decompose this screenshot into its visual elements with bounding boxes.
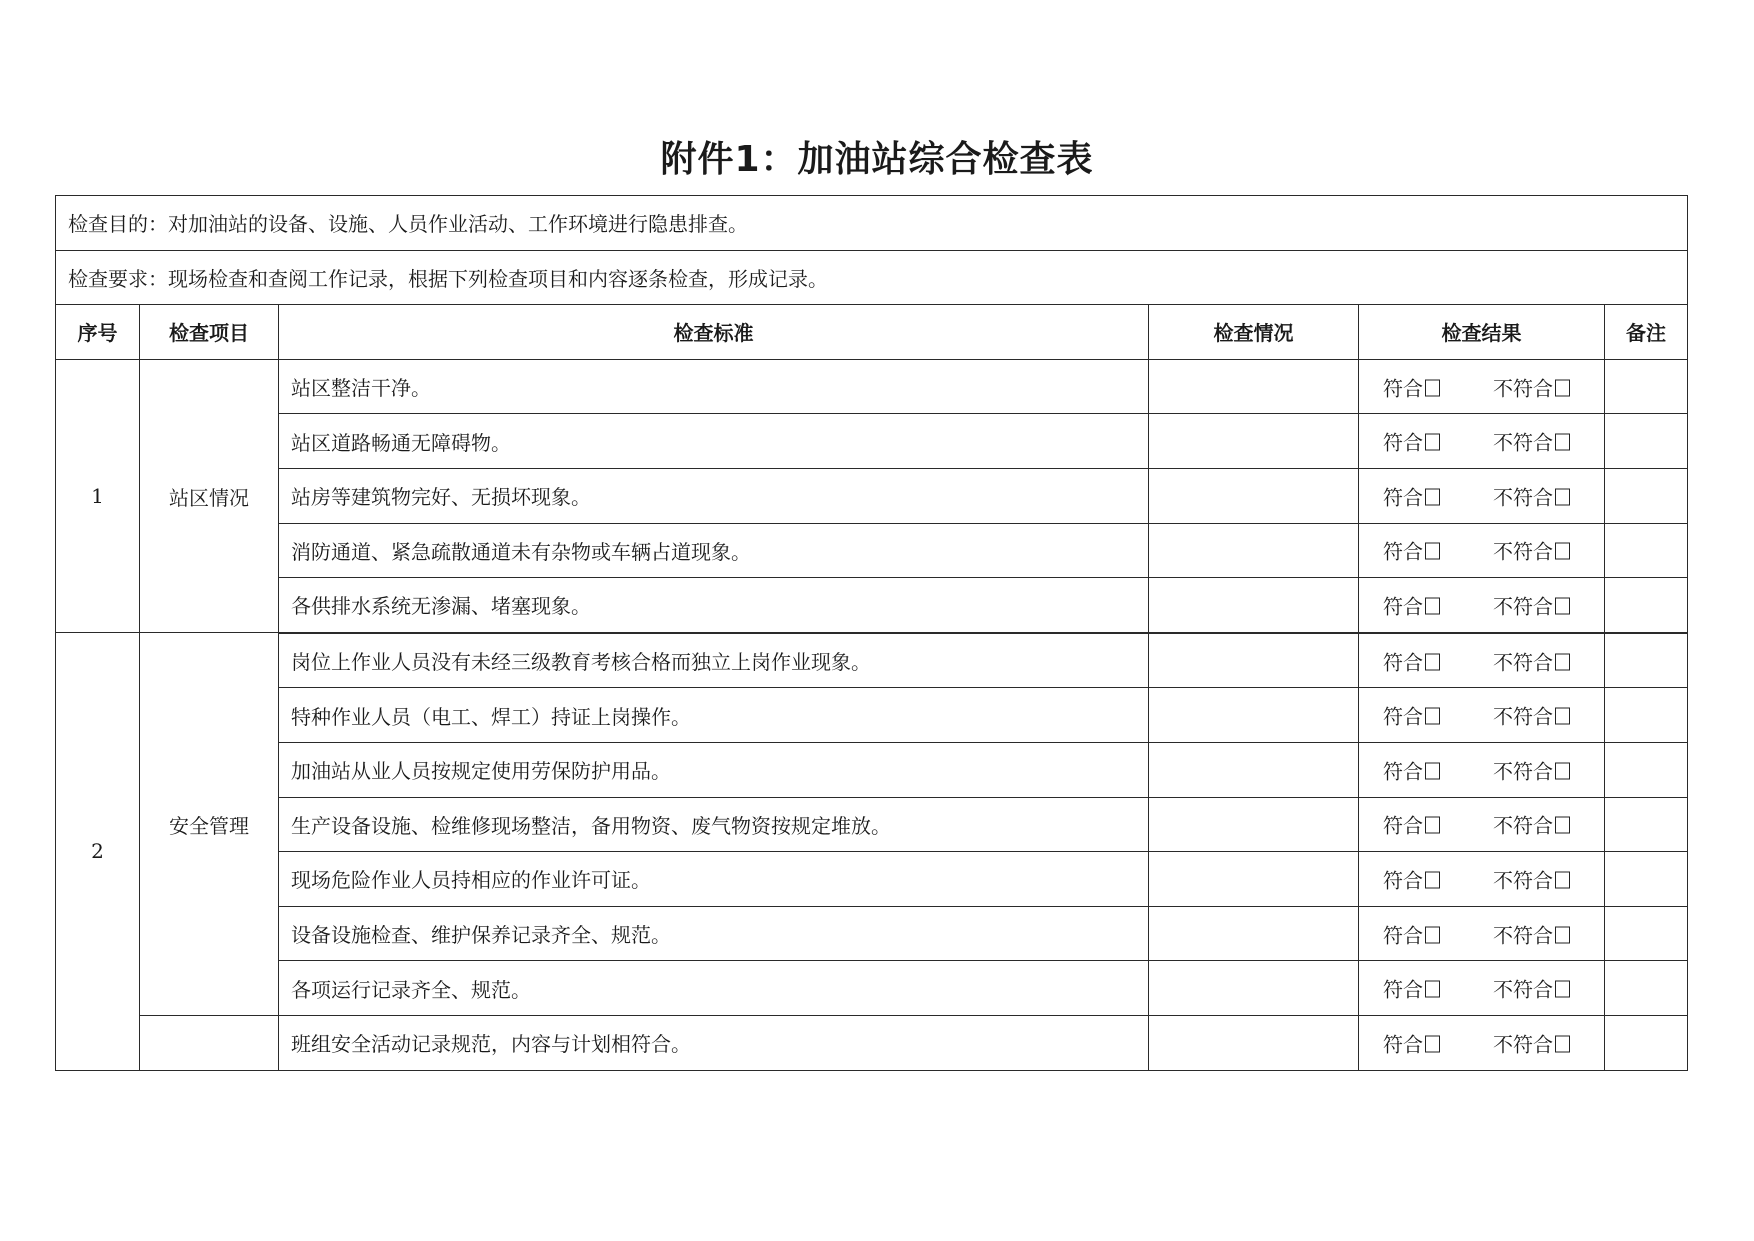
result-cell [1359, 359, 1605, 414]
result-cell [1359, 742, 1605, 797]
situation-cell[interactable] [1149, 852, 1359, 907]
table-row [56, 359, 1688, 414]
pass-label: 符合 [1383, 539, 1423, 564]
fail-label: 不符合 [1493, 868, 1553, 893]
fail-option[interactable] [1493, 974, 1570, 1003]
remark-cell[interactable] [1605, 688, 1688, 743]
remark-cell[interactable] [1605, 742, 1688, 797]
pass-option[interactable] [1383, 701, 1440, 730]
fail-option[interactable] [1493, 919, 1570, 948]
standard-cell: 现场危险作业人员持相应的作业许可证。 [279, 852, 1149, 907]
inspection-purpose: 检查目的：对加油站的设备、设施、人员作业活动、工作环境进行隐患排查。 [56, 196, 1688, 251]
checkbox-icon[interactable] [1555, 597, 1570, 614]
fail-option[interactable] [1493, 536, 1570, 565]
result-cell [1359, 1015, 1605, 1070]
header-no: 序号 [56, 305, 140, 360]
group-1-item: 站区情况 [140, 359, 279, 632]
remark-cell[interactable] [1605, 906, 1688, 961]
pass-label: 符合 [1383, 376, 1423, 401]
situation-cell[interactable] [1149, 797, 1359, 852]
remark-cell[interactable] [1605, 852, 1688, 907]
standard-cell: 特种作业人员（电工、焊工）持证上岗操作。 [279, 688, 1149, 743]
pass-label: 符合 [1383, 650, 1423, 675]
fail-option[interactable] [1493, 481, 1570, 510]
inspection-table [55, 195, 1688, 1071]
pass-label: 符合 [1383, 1032, 1423, 1057]
fail-label: 不符合 [1493, 923, 1553, 948]
fail-label: 不符合 [1493, 539, 1553, 564]
checkbox-icon[interactable] [1425, 543, 1440, 560]
checkbox-icon[interactable] [1555, 981, 1570, 998]
result-cell [1359, 578, 1605, 633]
checkbox-icon[interactable] [1555, 379, 1570, 396]
pass-option[interactable] [1383, 646, 1440, 675]
checkbox-icon[interactable] [1425, 653, 1440, 670]
fail-label: 不符合 [1493, 759, 1553, 784]
table-row [56, 578, 1688, 633]
standard-cell: 站区道路畅通无障碍物。 [279, 414, 1149, 469]
standard-cell: 各项运行记录齐全、规范。 [279, 961, 1149, 1016]
checkbox-icon[interactable] [1425, 817, 1440, 834]
remark-cell[interactable] [1605, 414, 1688, 469]
pass-option[interactable] [1383, 590, 1440, 619]
remark-cell[interactable] [1605, 468, 1688, 523]
fail-label: 不符合 [1493, 594, 1553, 619]
table-row [56, 852, 1688, 907]
header-result: 检查结果 [1359, 305, 1605, 360]
situation-cell[interactable] [1149, 688, 1359, 743]
table-row [56, 906, 1688, 961]
result-cell [1359, 906, 1605, 961]
checkbox-icon[interactable] [1555, 708, 1570, 725]
pass-label: 符合 [1383, 923, 1423, 948]
standard-cell: 加油站从业人员按规定使用劳保防护用品。 [279, 742, 1149, 797]
checkbox-icon[interactable] [1555, 488, 1570, 505]
remark-cell[interactable] [1605, 633, 1688, 688]
remark-cell[interactable] [1605, 797, 1688, 852]
result-cell [1359, 414, 1605, 469]
result-cell [1359, 797, 1605, 852]
checkbox-icon[interactable] [1425, 379, 1440, 396]
standard-cell: 消防通道、紧急疏散通道未有杂物或车辆占道现象。 [279, 523, 1149, 578]
checkbox-icon[interactable] [1555, 871, 1570, 888]
pass-option[interactable] [1383, 1028, 1440, 1057]
situation-cell[interactable] [1149, 359, 1359, 414]
fail-option[interactable] [1493, 810, 1570, 839]
standard-cell: 各供排水系统无渗漏、堵塞现象。 [279, 578, 1149, 633]
result-cell [1359, 468, 1605, 523]
fail-option[interactable] [1493, 646, 1570, 675]
header-situation: 检查情况 [1149, 305, 1359, 360]
standard-cell: 站房等建筑物完好、无损坏现象。 [279, 468, 1149, 523]
fail-label: 不符合 [1493, 376, 1553, 401]
table-row [56, 961, 1688, 1016]
result-cell [1359, 852, 1605, 907]
situation-cell[interactable] [1149, 1015, 1359, 1070]
remark-cell[interactable] [1605, 523, 1688, 578]
checkbox-icon[interactable] [1555, 434, 1570, 451]
pass-label: 符合 [1383, 868, 1423, 893]
standard-cell: 站区整洁干净。 [279, 359, 1149, 414]
pass-label: 符合 [1383, 759, 1423, 784]
checkbox-icon[interactable] [1555, 1035, 1570, 1052]
checkbox-icon[interactable] [1555, 817, 1570, 834]
fail-label: 不符合 [1493, 704, 1553, 729]
item-cell-empty [140, 1015, 279, 1070]
situation-cell[interactable] [1149, 633, 1359, 688]
remark-cell[interactable] [1605, 578, 1688, 633]
checkbox-icon[interactable] [1425, 871, 1440, 888]
fail-option[interactable] [1493, 1028, 1570, 1057]
remark-cell[interactable] [1605, 1015, 1688, 1070]
pass-option[interactable] [1383, 755, 1440, 784]
inspection-requirement: 检查要求：现场检查和查阅工作记录，根据下列检查项目和内容逐条检查，形成记录。 [56, 250, 1688, 305]
checkbox-icon[interactable] [1425, 981, 1440, 998]
checkbox-icon[interactable] [1555, 653, 1570, 670]
pass-option[interactable] [1383, 536, 1440, 565]
header-remark: 备注 [1605, 305, 1688, 360]
fail-label: 不符合 [1493, 813, 1553, 838]
situation-cell[interactable] [1149, 414, 1359, 469]
checkbox-icon[interactable] [1425, 597, 1440, 614]
pass-label: 符合 [1383, 430, 1423, 455]
header-item: 检查项目 [140, 305, 279, 360]
remark-cell[interactable] [1605, 961, 1688, 1016]
table-row [56, 633, 1688, 688]
pass-option[interactable] [1383, 427, 1440, 456]
fail-option[interactable] [1493, 590, 1570, 619]
standard-cell: 生产设备设施、检维修现场整洁，备用物资、废气物资按规定堆放。 [279, 797, 1149, 852]
checkbox-icon[interactable] [1425, 434, 1440, 451]
remark-cell[interactable] [1605, 359, 1688, 414]
checkbox-icon[interactable] [1555, 926, 1570, 943]
table-row [56, 468, 1688, 523]
group-2-item: 安全管理 [140, 633, 279, 1016]
table-row [56, 688, 1688, 743]
fail-label: 不符合 [1493, 650, 1553, 675]
checkbox-icon[interactable] [1425, 926, 1440, 943]
result-cell [1359, 961, 1605, 1016]
header-standard: 检查标准 [279, 305, 1149, 360]
pass-option[interactable] [1383, 919, 1440, 948]
group-1-no: 1 [56, 359, 140, 632]
fail-label: 不符合 [1493, 977, 1553, 1002]
fail-option[interactable] [1493, 701, 1570, 730]
situation-cell[interactable] [1149, 906, 1359, 961]
table-row [56, 414, 1688, 469]
pass-option[interactable] [1383, 372, 1440, 401]
pass-option[interactable] [1383, 974, 1440, 1003]
pass-label: 符合 [1383, 704, 1423, 729]
fail-option[interactable] [1493, 864, 1570, 893]
pass-option[interactable] [1383, 864, 1440, 893]
situation-cell[interactable] [1149, 468, 1359, 523]
result-cell [1359, 688, 1605, 743]
table-row [56, 523, 1688, 578]
standard-cell: 班组安全活动记录规范，内容与计划相符合。 [279, 1015, 1149, 1070]
standard-cell: 岗位上作业人员没有未经三级教育考核合格而独立上岗作业现象。 [279, 633, 1149, 688]
checkbox-icon[interactable] [1555, 543, 1570, 560]
checkbox-icon[interactable] [1555, 762, 1570, 779]
header-row [56, 305, 1688, 360]
group-2-no: 2 [56, 633, 140, 1070]
table-row [56, 1015, 1688, 1070]
pass-label: 符合 [1383, 485, 1423, 510]
fail-option[interactable] [1493, 427, 1570, 456]
situation-cell[interactable] [1149, 961, 1359, 1016]
page-title: 附件1：加油站综合检查表 [660, 139, 1094, 180]
checkbox-icon[interactable] [1425, 708, 1440, 725]
checkbox-icon[interactable] [1425, 762, 1440, 779]
fail-label: 不符合 [1493, 1032, 1553, 1057]
checkbox-icon[interactable] [1425, 488, 1440, 505]
table-row [56, 742, 1688, 797]
result-cell [1359, 633, 1605, 688]
pass-label: 符合 [1383, 977, 1423, 1002]
pass-label: 符合 [1383, 594, 1423, 619]
pass-option[interactable] [1383, 810, 1440, 839]
situation-cell[interactable] [1149, 523, 1359, 578]
situation-cell[interactable] [1149, 742, 1359, 797]
fail-label: 不符合 [1493, 485, 1553, 510]
pass-label: 符合 [1383, 813, 1423, 838]
situation-cell[interactable] [1149, 578, 1359, 633]
table-row [56, 797, 1688, 852]
pass-option[interactable] [1383, 481, 1440, 510]
fail-option[interactable] [1493, 372, 1570, 401]
checkbox-icon[interactable] [1425, 1035, 1440, 1052]
fail-option[interactable] [1493, 755, 1570, 784]
result-cell [1359, 523, 1605, 578]
standard-cell: 设备设施检查、维护保养记录齐全、规范。 [279, 906, 1149, 961]
fail-label: 不符合 [1493, 430, 1553, 455]
